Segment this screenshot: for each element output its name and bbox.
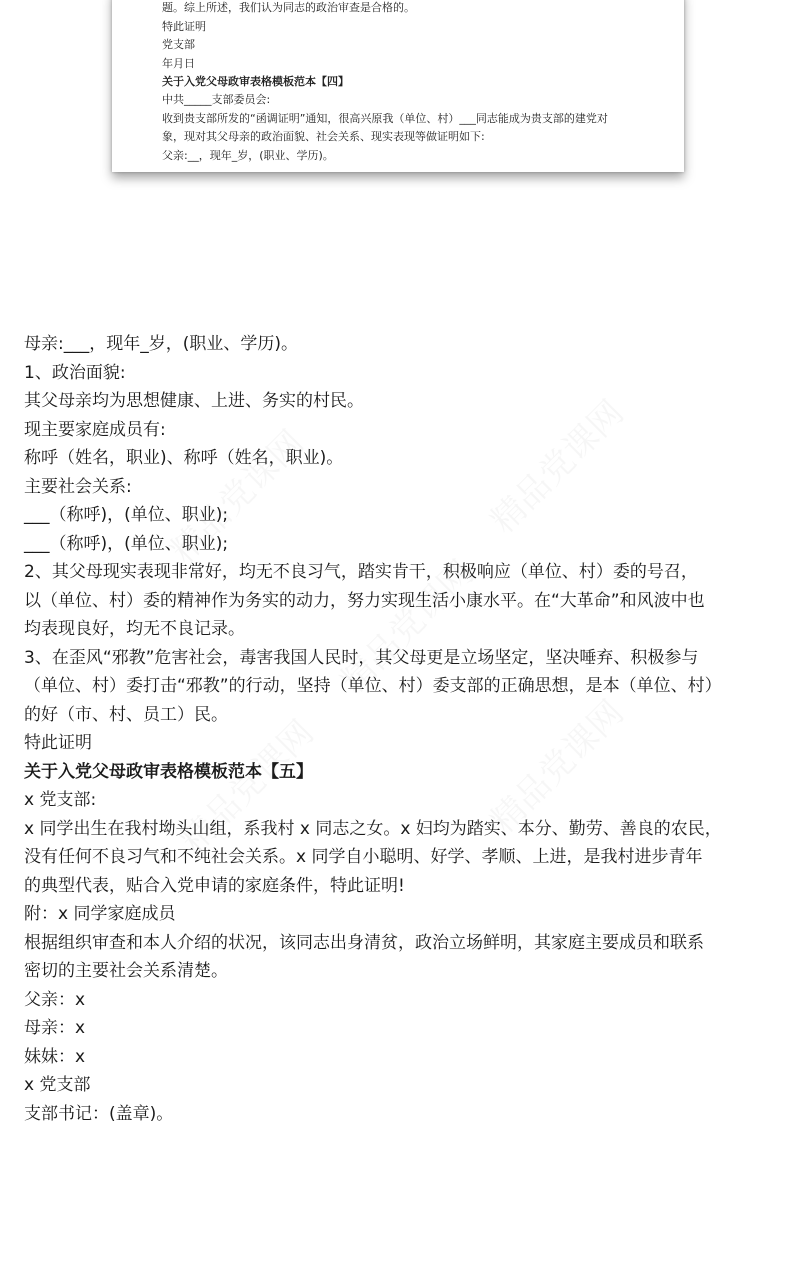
body-line: 现主要家庭成员有:: [24, 419, 166, 440]
body-line: 父亲：x: [24, 989, 86, 1010]
body-line: ___（称呼)，(单位、职业);: [24, 505, 229, 525]
body-line: 妹妹：x: [24, 1046, 86, 1067]
body-line: x 党支部: [24, 1075, 91, 1095]
body-line: 称呼（姓名，职业)、称呼（姓名，职业)。: [24, 448, 344, 468]
preview-section-heading: 关于入党父母政审表格模板范本【四】: [162, 74, 349, 88]
body-line: 的典型代表，贴合入党申请的家庭条件，特此证明!: [24, 875, 405, 896]
body-line: 其父母亲均为思想健康、上进、务实的村民。: [24, 391, 364, 411]
body-line: 2、其父母现实表现非常好，均无不良习气，踏实肯干，积极响应（单位、村）委的号召，: [24, 562, 698, 582]
preview-line: 年月日: [162, 56, 195, 70]
body-line: 没有任何不良习气和不纯社会关系。x 同学自小聪明、好学、孝顺、上进，是我村进步青年: [24, 847, 703, 867]
body-line: 以（单位、村）委的精神作为务实的动力，努力实现生活小康水平。在“大革命”和风波中也: [24, 590, 705, 611]
body-line: 主要社会关系:: [24, 476, 132, 497]
body-line: 附：x 同学家庭成员: [24, 904, 176, 924]
preview-line: 题。综上所述，我们认为同志的政治审查是合格的。: [162, 1, 415, 15]
document-body: [24, 330, 784, 1128]
body-line: 母亲:___，现年_岁，(职业、学历)。: [24, 334, 298, 354]
preview-line: 中共_____支部委员会:: [162, 93, 271, 107]
body-line: 3、在歪风“邪教”危害社会，毒害我国人民时，其父母更是立场坚定，坚决唾弃、积极参与: [24, 647, 699, 668]
preview-text-block: [162, 0, 662, 165]
body-line: 母亲：x: [24, 1018, 86, 1038]
body-line: 均表现良好，均无不良记录。: [24, 619, 245, 639]
body-line: （单位、村）委打击“邪教”的行动，坚持（单位、村）委支部的正确思想，是本（单位、村）: [24, 676, 722, 696]
section-heading: 关于入党父母政审表格模板范本【五】: [24, 761, 313, 782]
body-line: 支部书记：(盖章)。: [24, 1103, 174, 1124]
body-line: 特此证明: [24, 733, 92, 753]
preview-line: 象，现对其父母亲的政治面貌、社会关系、现实表现等做证明如下:: [162, 130, 485, 144]
body-line: 的好（市、村、员工）民。: [24, 704, 228, 725]
preview-line: 收到贵支部所发的“函调证明”通知，很高兴原我（单位、村）___同志能成为贵支部的建党对: [162, 111, 608, 125]
body-line: 密切的主要社会关系清楚。: [24, 961, 228, 981]
preview-line: 特此证明: [162, 19, 206, 33]
body-line: ___（称呼)，(单位、职业);: [24, 533, 229, 554]
body-line: 根据组织审查和本人介绍的状况，该同志出身清贫，政治立场鲜明，其家庭主要成员和联系: [24, 932, 704, 953]
preview-line: 父亲:__，现年_岁，(职业、学历)。: [162, 148, 334, 162]
document-preview-card: [112, 0, 684, 172]
body-line: x 同学出生在我村坳头山组，系我村 x 同志之女。x 妇均为踏实、本分、勤劳、善良的农民，: [24, 818, 722, 839]
body-line: x 党支部:: [24, 790, 97, 810]
preview-line: 党支部: [162, 38, 195, 52]
body-line: 1、政治面貌:: [24, 362, 126, 383]
